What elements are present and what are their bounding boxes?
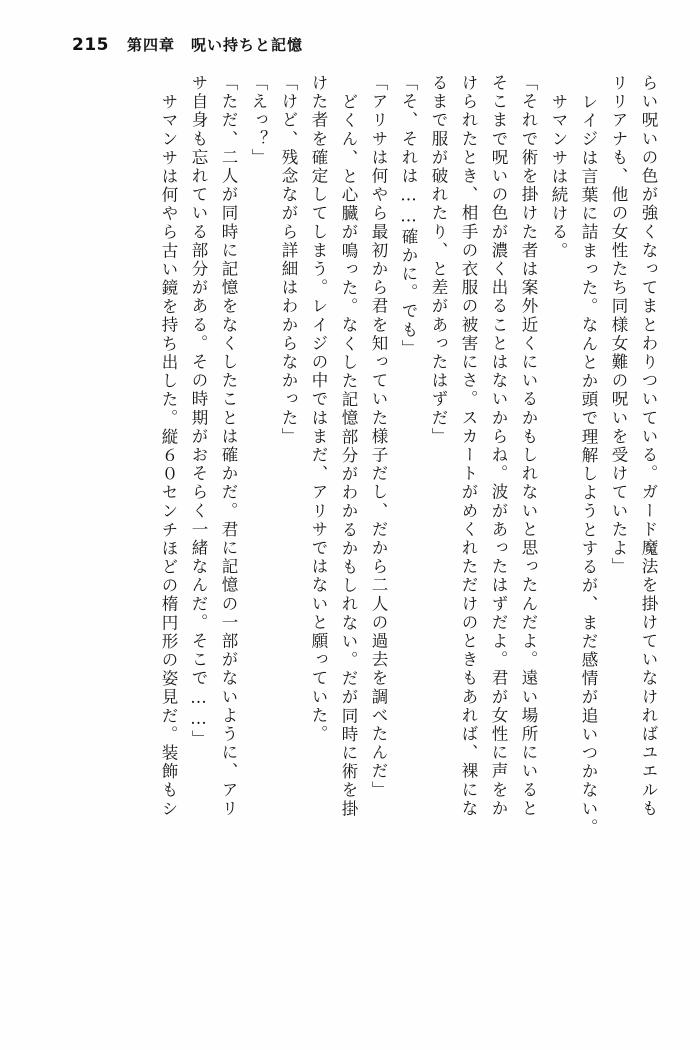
text-column: 「それで術を掛けた者は案外近くにいるかもしれないと思ったんだよ。遠い場所にいると <box>519 74 538 818</box>
text-column: 「えっ？」 <box>249 74 268 167</box>
text-column: 「アリサは何やら最初から君を知っていた様子だし、だから二人の過去を調べたんだ」 <box>369 74 388 800</box>
running-head <box>72 34 303 55</box>
text-column: サマンサは何やら古い鏡を持ち出した。縦６０センチほどの楕円形の姿見だ。装飾もシ <box>159 93 178 819</box>
text-column: サマンサは続ける。 <box>549 93 568 261</box>
text-column: るまで服が破れたり、と差があったはずだ」 <box>429 74 448 446</box>
text-column: そこまで呪いの色が濃く出ることはないからね。波があったはずだよ。君が女性に声をか <box>489 74 508 818</box>
text-column: リリアナも、他の女性たち同様女難の呪いを受けていたよ」 <box>609 74 628 577</box>
text-column: けた者を確定してしまう。レイジの中ではまだ、アリサではないと願っていた。 <box>309 74 328 744</box>
text-column: レイジは言葉に詰まった。なんとか頭で理解しようとするが、まだ感情が追いつかない。 <box>579 93 598 837</box>
chapter-title: 第四章 呪い持ちと記憶 <box>127 36 304 54</box>
page-number: 215 <box>72 35 109 55</box>
text-column: けられたとき、相手の衣服の被害にさ。スカートがめくれただけのときもあれば、裸にな <box>459 74 478 818</box>
text-column: 「そ、それは……確かに。でも」 <box>399 74 418 358</box>
text-column: どくん、と心臓が鳴った。なくした記憶部分がわかるかもしれない。だが同時に術を掛 <box>339 93 358 819</box>
text-column: サ自身も忘れている部分がある。その時期がおそらく一緒なんだ。そこで……」 <box>189 74 208 749</box>
text-column: らい呪いの色が強くなってまとわりついている。ガード魔法を掛けていなければユエルも <box>639 74 658 818</box>
text-column: 「ただ、二人が同時に記憶をなくしたことは確かだ。君に記憶の一部がないように、アリ <box>219 74 238 818</box>
vertical-text-body <box>52 74 656 1024</box>
text-column: 「けど、残念ながら詳細はわからなかった」 <box>279 74 298 446</box>
